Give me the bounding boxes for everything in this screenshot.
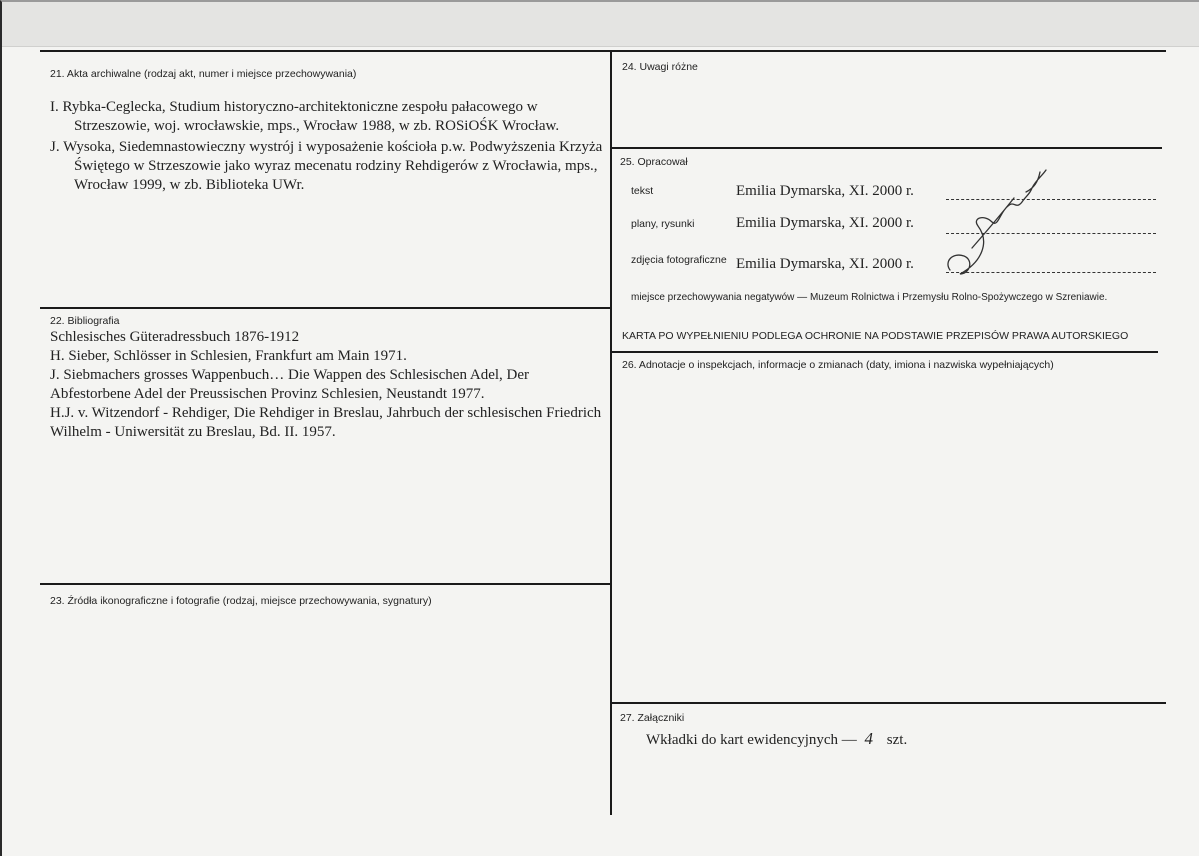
section-24-label: 24. Uwagi różne bbox=[622, 61, 698, 73]
section-26-label: 26. Adnotacje o inspekcjach, informacje o zmianach (daty, imiona i nazwiska wypełniających) bbox=[622, 359, 1054, 371]
section-21-label: 21. Akta archiwalne (rodzaj akt, numer i miejsce przechowywania) bbox=[50, 68, 357, 80]
archive-entry-1: I. Rybka-Ceglecka, Studium historyczno-architektoniczne zespołu pałacowego w Strzeszowie, woj. wrocławskie, mps., Wrocław 1988, w zb. ROSiOŚK Wrocław. bbox=[50, 99, 560, 134]
section-27-label: 27. Załączniki bbox=[620, 712, 685, 724]
bibliography-entry-3: J. Siebmachers grosses Wappenbuch… Die Wappen des Schlesischen Adel, Der Abfestorbene Adel der Preussischen Provinz Schlesien, Neustandt 1977. bbox=[50, 367, 530, 402]
copyright-notice: KARTA PO WYPEŁNIENIU PODLEGA OCHRONIE NA PODSTAWIE PRZEPISÓW PRAWA AUTORSKIEGO bbox=[622, 330, 1129, 342]
author-row-value-photos: Emilia Dymarska, XI. 2000 r. bbox=[736, 256, 914, 272]
archive-entry-2: J. Wysoka, Siedemnastowieczny wystrój i wyposażenie kościoła p.w. Podwyższenia Krzyża Świętego w Strzeszowie jako wyraz mecenatu rodziny Rehdigerów z Wrocławia, mps., Wrocław 1999, w zb. Biblioteka UWr. bbox=[50, 139, 603, 193]
bibliography-entry-2: H. Sieber, Schlösser in Schlesien, Frankfurt am Main 1971. bbox=[50, 348, 407, 364]
center-divider bbox=[610, 50, 612, 815]
author-row-value-text: Emilia Dymarska, XI. 2000 r. bbox=[736, 183, 914, 199]
author-row-value-plans: Emilia Dymarska, XI. 2000 r. bbox=[736, 215, 914, 231]
divider-26-27 bbox=[610, 702, 1166, 704]
section-23-label: 23. Źródła ikonograficzne i fotografie (rodzaj, miejsce przechowywania, sygnatury) bbox=[50, 595, 432, 607]
author-row-label-plans: plany, rysunki bbox=[631, 218, 695, 230]
negatives-storage-note: miejsce przechowywania negatywów — Muzeum Rolnictwa i Przemysłu Rolno-Spożywczego w Szreniawie. bbox=[631, 292, 1108, 303]
section-22-content bbox=[50, 328, 606, 442]
handwritten-signature bbox=[942, 152, 1062, 282]
top-rule bbox=[40, 50, 1166, 52]
divider-25-26 bbox=[610, 351, 1158, 353]
attachments-count: 4 bbox=[864, 729, 874, 748]
top-margin-strip bbox=[2, 2, 1199, 47]
divider-21-22 bbox=[40, 307, 612, 309]
bibliography-entry-1: Schlesisches Güteradressbuch 1876-1912 bbox=[50, 329, 300, 345]
section-25-label: 25. Opracował bbox=[620, 156, 688, 168]
bibliography-entry-4: H.J. v. Witzendorf - Rehdiger, Die Rehdiger in Breslau, Jahrbuch der schlesischen Friedrich Wilhelm - Uniwersität zu Breslau, Bd. II. 1957. bbox=[50, 405, 602, 440]
attachments-line bbox=[646, 729, 907, 750]
divider-22-23 bbox=[40, 583, 612, 585]
section-22-label: 22. Bibliografia bbox=[50, 315, 120, 327]
divider-24-25 bbox=[610, 147, 1162, 149]
attachments-unit: szt. bbox=[886, 732, 908, 748]
section-21-content bbox=[50, 98, 606, 197]
author-row-label-text: tekst bbox=[631, 185, 654, 197]
attachments-text: Wkładki do kart ewidencyjnych — bbox=[646, 732, 857, 748]
author-row-label-photos: zdjęcia fotograficzne bbox=[631, 254, 727, 266]
